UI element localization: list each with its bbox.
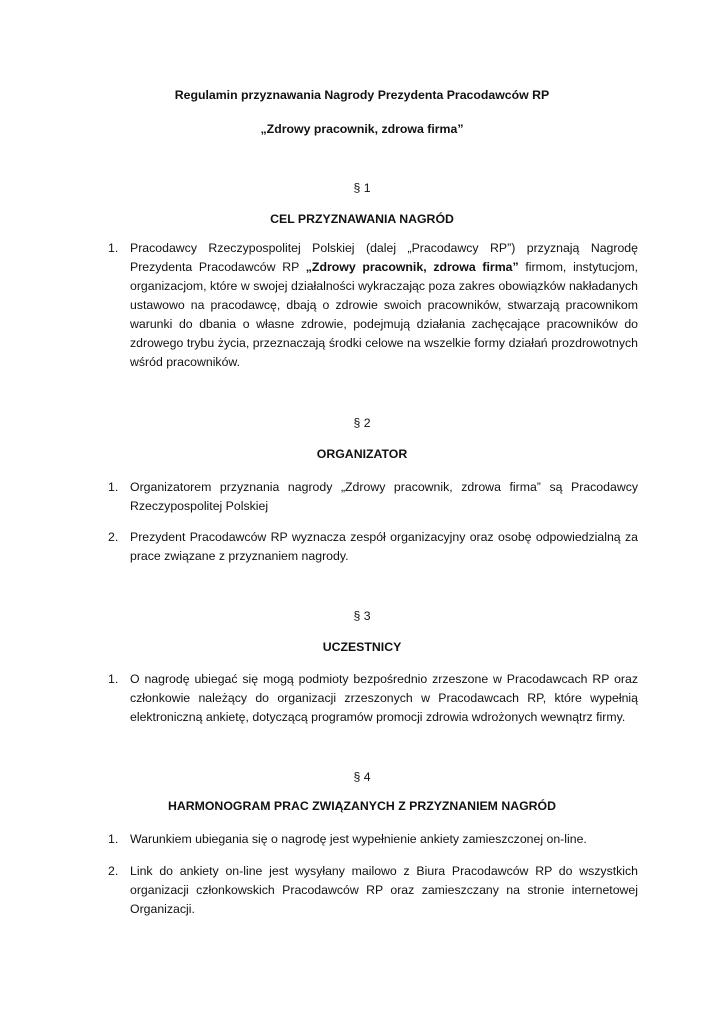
award-name: „Zdrowy pracownik, zdrowa firma” xyxy=(305,260,519,274)
section-3-item-1 xyxy=(108,670,638,727)
item-number: 2. xyxy=(108,530,119,544)
item-text: Pracodawcy Rzeczypospolitej Polskiej (dalej „Pracodawcy RP”) przyznają Nagrodę Prezydenta Pracodawców RP „Zdrowy pracownik, zdrowa firma” firmom, instytucjom, organizacjom, które w swojej działalności wykraczając poza zakres obowiązków nakładanych ustawowo na pracodawcę, dbają o zdrowie swoich pracowników, stwarzają pracownikom warunki do dbania o własne zdrowie, podejmują działania zachęcające pracowników do zdrowego trybu życia, przeznaczają środki celowe na wszelkie formy działań prozdrowotnych wśród pracowników. xyxy=(130,241,638,369)
section-1-item-1 xyxy=(108,239,638,372)
item-text: Prezydent Pracodawców RP wyznacza zespół organizacyjny oraz osobę odpowiedzialną za prace związane z przyznaniem nagrody. xyxy=(130,530,638,563)
item-text: Warunkiem ubiegania się o nagrodę jest wypełnienie ankiety zamieszczonej on-line. xyxy=(130,832,587,846)
section-2-heading: ORGANIZATOR xyxy=(316,447,408,461)
section-4-symbol: § 4 xyxy=(353,770,371,784)
section-1-heading: CEL PRZYZNAWANIA NAGRÓD xyxy=(270,212,454,226)
item-number: 1. xyxy=(108,241,119,255)
item-number: 2. xyxy=(108,864,119,878)
item-text: Organizatorem przyznania nagrody „Zdrowy pracownik, zdrowa firma” są Pracodawcy Rzeczypospolitej Polskiej xyxy=(130,480,638,513)
section-1-symbol: § 1 xyxy=(353,181,371,195)
section-4-item-1 xyxy=(108,830,638,849)
section-2-item-1 xyxy=(108,478,638,516)
document-title: Regulamin przyznawania Nagrody Prezydenta Pracodawców RP xyxy=(174,88,550,102)
section-2-symbol: § 2 xyxy=(353,416,371,430)
section-3-symbol: § 3 xyxy=(353,609,371,623)
item-number: 1. xyxy=(108,832,119,846)
item-number: 1. xyxy=(108,480,119,494)
item-number: 1. xyxy=(108,672,119,686)
document-subtitle: „Zdrowy pracownik, zdrowa firma” xyxy=(260,122,464,136)
item-text: Link do ankiety on-line jest wysyłany mailowo z Biura Pracodawców RP do wszystkich organizacji członkowskich Pracodawców RP oraz zamieszczany na stronie internetowej Organizacji. xyxy=(130,864,638,916)
item-text: O nagrodę ubiegać się mogą podmioty bezpośrednio zrzeszone w Pracodawcach RP oraz członkowie należący do organizacji zrzeszonych w Pracodawcach RP, które wypełnią elektroniczną ankietę, dotyczącą programów promocji zdrowia wdrożonych wewnątrz firmy. xyxy=(130,672,638,724)
section-2-item-2 xyxy=(108,528,638,566)
section-3-heading: UCZESTNICY xyxy=(322,640,402,654)
section-4-heading: HARMONOGRAM PRAC ZWIĄZANYCH Z PRZYZNANIEM NAGRÓD xyxy=(167,799,556,813)
section-4-item-2 xyxy=(108,862,638,919)
